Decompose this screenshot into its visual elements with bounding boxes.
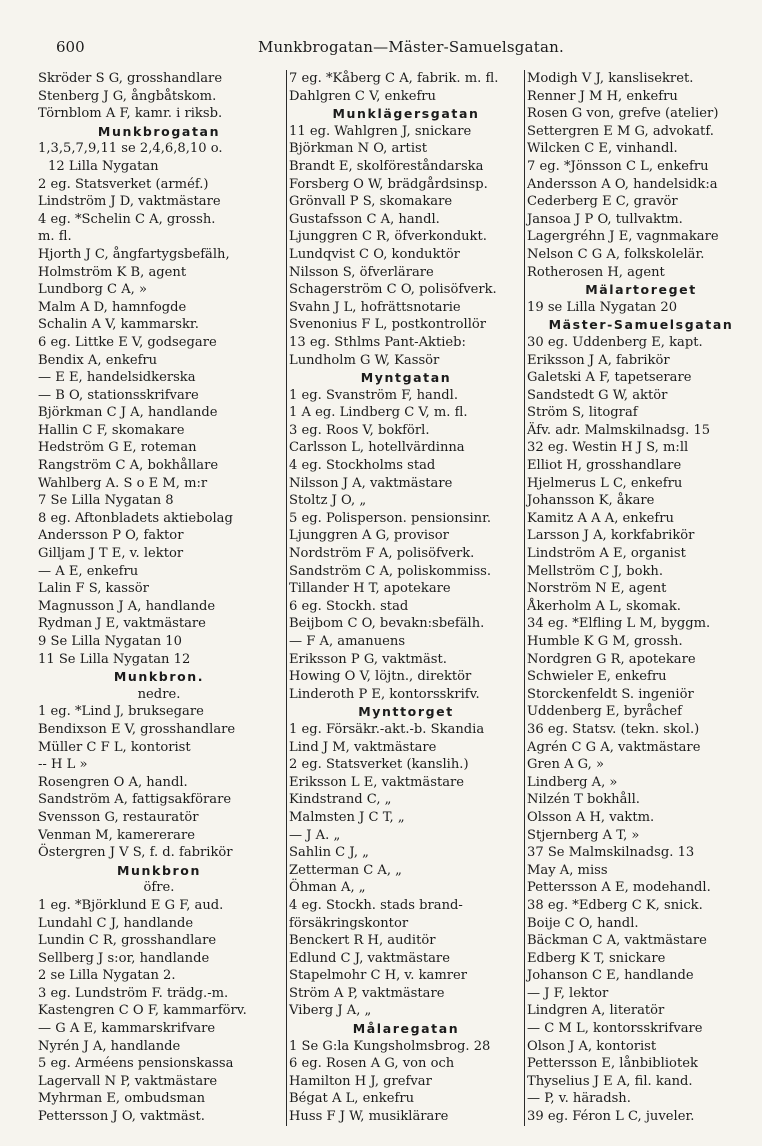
directory-entry: Hedström G E, roteman [38,440,197,456]
directory-entry: Nyrén J A, handlande [38,1038,181,1054]
directory-entry: Bendixson E V, grosshandlare [38,721,236,737]
directory-entry: Eriksson L E, vaktmästare [289,774,465,790]
directory-entry: Edlund C J, vaktmästare [289,950,450,966]
directory-entry: Stoltz J O, „ [289,493,367,509]
directory-entry: Rangström C A, bokhållare [38,458,219,474]
directory-entry: Lindström J D, vaktmästare [38,194,221,210]
directory-entry: 37 Se Malmskilnadsg. 13 [527,845,695,861]
directory-entry: Howing O V, löjtn., direktör [289,669,472,685]
directory-entry: Linderoth P E, kontorsskrifv. [289,686,480,702]
directory-entry: Hamilton H J, grefvar [289,1073,432,1089]
directory-entry: 32 eg. Westin H J S, m:ll [527,440,689,456]
directory-entry: Svenonius F L, postkontrollör [289,317,487,333]
directory-entry: Hjelmerus L C, enkefru [527,475,683,491]
directory-entry: Humble K G M, grossh. [527,634,683,649]
directory-entry: — A E, enkefru [38,563,139,579]
directory-entry: Olsson A H, vaktm. [527,809,655,825]
directory-entry: Andersson A O, handelsidk:a [527,176,718,192]
directory-entry: Skröder S G, grosshandlare [38,71,223,86]
directory-entry: Äfv. adr. Malmskilnadsg. 15 [527,422,711,438]
directory-entry: Lagervall N P, vaktmästare [38,1073,218,1089]
directory-entry: Myhrman E, ombudsman [38,1091,206,1107]
directory-entry: Svahn J L, hofrättsnotarie [289,299,461,315]
directory-entry: Stapelmohr C H, v. kamrer [289,968,468,984]
directory-entry: Mellström C J, bokh. [527,563,664,579]
directory-entry: Lagergréhn J E, vagnmakare [527,229,719,245]
directory-entry: Wahlberg A. S o E M, m:r [38,475,208,491]
directory-entry: Rotherosen H, agent [527,264,665,280]
directory-entry: Schwieler E, enkefru [527,669,667,685]
directory-entry: Nelson C G A, folkskolelär. [527,246,705,262]
directory-entry: 2 eg. Statsverket (kanslih.) [289,757,469,773]
directory-entry: Törnblom A F, kamr. i riksb. [38,106,223,122]
directory-entry: 4 eg. Stockholms stad [289,458,436,474]
directory-entry: 2 eg. Statsverket (arméf.) [38,176,209,192]
directory-entry: Storckenfeldt S. ingeniör [527,686,694,702]
directory-entry: 7 eg. *Jönsson C L, enkefru [527,158,709,174]
directory-entry: 4 eg. Stockh. stads brand- [289,897,463,913]
directory-entry: Lind J M, vaktmästare [289,739,437,755]
directory-entry: — P, v. häradsh. [527,1091,631,1107]
directory-entry: Ström A P, vaktmästare [289,985,445,1001]
directory-entry: Carlsson L, hotellvärdinna [289,440,465,456]
directory-entry: Lindberg A, » [527,774,618,790]
directory-entry: 4 eg. *Schelin C A, grossh. [38,211,216,227]
directory-entry: 5 eg. Arméens pensionskassa [38,1056,234,1072]
directory-entry: Agrén C G A, vaktmästare [527,739,701,755]
directory-entry: -- H L » [38,757,88,773]
directory-entry: Lundholm G W, Kassör [289,352,440,368]
directory-entry: Hjorth J C, ångfartygsbefälh, [38,246,230,262]
directory-entry: Renner J M H, enkefru [527,88,678,104]
directory-entry: Stjernberg A T, » [527,827,640,843]
directory-entry: Huss F J W, musiklärare [289,1109,449,1125]
directory-entry: Ljunggren A G, provisor [289,528,449,544]
directory-entry: 13 eg. Sthlms Pant-Aktieb: [289,334,466,350]
street-heading: Mälartoreget [585,282,697,298]
directory-entry: 1 eg. *Björklund E G F, aud. [38,897,224,913]
street-heading: Munklägersgatan [332,106,480,122]
directory-entry: Rydman J E, vaktmästare [38,616,206,632]
street-heading: Myntgatan [360,370,452,386]
directory-entry: Kastengren C O F, kammarförv. [38,1003,247,1019]
directory-entry: 3 eg. Lundström F. trädg.-m. [38,985,229,1001]
directory-entry: Viberg J A, „ [289,1003,372,1019]
directory-entry: 7 eg. *Kåberg C A, fabrik. m. fl. [289,71,499,86]
directory-entry: Rosen G von, grefve (atelier) [527,106,719,122]
directory-entry: Norström N E, agent [527,581,667,597]
directory-entry: Gren A G, » [527,757,605,773]
directory-entry: Sandstedt G W, aktör [527,387,668,403]
directory-entry: Benckert R H, auditör [289,933,436,949]
directory-entry: Hallin C F, skomakare [38,422,185,438]
street-heading: Mäster-Samuelsgatan [548,317,734,333]
directory-entry: Svensson G, restauratör [38,809,199,825]
directory-entry: Modigh V J, kanslisekret. [527,71,694,86]
directory-entry: 8 eg. Aftonbladets aktiebolag [38,510,233,526]
directory-entry: Nordgren G R, apotekare [527,651,696,667]
directory-entry: Pettersson E, lånbibliotek [527,1056,698,1072]
directory-entry: — F A, amanuens [289,634,406,649]
page-header [0,38,762,62]
directory-entry: Gustafsson C A, handl. [289,211,440,227]
directory-entry: Sellberg J s:or, handlande [38,950,210,966]
directory-entry: — B O, stationsskrifvare [38,387,199,403]
directory-entry: 1 eg. Svanström F, handl. [289,387,459,403]
directory-entry: Zetterman C A, „ [289,862,402,878]
directory-entry: Nordström F A, polisöfverk. [289,546,475,562]
directory-entry: Öhman A, „ [289,880,366,896]
directory-entry: 6 eg. Rosen A G, von och [289,1056,455,1072]
directory-entry: Ljunggren C R, öfverkondukt. [289,229,487,245]
directory-entry: 19 se Lilla Nygatan 20 [527,299,678,315]
street-heading: Mynttorget [358,704,454,720]
directory-entry: — E E, handelsidkerska [38,370,196,386]
directory-entry: 34 eg. *Elfling L M, byggm. [527,616,711,632]
directory-entry: Venman M, kamererare [38,827,195,843]
directory-entry: Pettersson A E, modehandl. [527,880,711,896]
running-head: Munkbrogatan—Mäster-Samuelsgatan. [258,38,564,56]
directory-entry: 2 se Lilla Nygatan 2. [38,968,176,984]
directory-entry: Boije C O, handl. [527,915,639,931]
directory-entry: Pettersson J O, vaktmäst. [38,1109,205,1125]
directory-entry: Lalin F S, kassör [38,581,149,597]
directory-entry: Lundin C R, grosshandlare [38,933,217,949]
directory-entry: Edberg K T, snickare [527,950,666,966]
directory-entry: Malmsten J C T, „ [289,809,405,825]
directory-entry: Johansson K, åkare [527,493,655,509]
street-heading: Munkbron [117,862,201,878]
directory-entry: 36 eg. Statsv. (tekn. skol.) [527,721,700,737]
directory-entry: 1 eg. *Lind J, bruksegare [38,704,204,720]
directory-entry: 12 Lilla Nygatan [48,158,159,174]
directory-entry: Malm A D, hamnfogde [38,299,187,315]
directory-entry: Thyselius J E A, fil. kand. [527,1073,693,1089]
directory-entry: Bendix A, enkefru [38,352,158,368]
directory-entry: Lundqvist C O, konduktör [289,246,460,262]
directory-entry: — C M L, kontorsskrifvare [527,1021,703,1037]
directory-entry: Dahlgren C V, enkefru [289,88,436,104]
directory-entry: Johanson C E, handlande [527,968,694,984]
directory-entry: 5 eg. Polisperson. pensionsinr. [289,510,492,526]
directory-entry: Grönvall P S, skomakare [289,194,453,210]
directory-entry: 3 eg. Roos V, bokförl. [289,422,430,438]
directory-entry: Sandström A, fattigsakförare [38,792,232,808]
street-heading: Munkbron. [113,669,205,685]
directory-entry: 9 Se Lilla Nygatan 10 [38,634,182,649]
directory-entry: Lundborg C A, » [38,282,147,298]
directory-entry: 1 Se G:la Kungsholmsbrog. 28 [289,1038,491,1054]
directory-entry: Rosengren O A, handl. [38,774,188,790]
directory-columns [0,70,762,1140]
directory-entry: Björkman N O, artist [289,141,427,157]
directory-entry: Nilsson S, öfverlärare [289,264,434,280]
directory-entry: 38 eg. *Edberg C K, snick. [527,897,703,913]
directory-entry: Andersson P O, faktor [38,528,184,544]
page-number: 600 [56,38,85,56]
directory-entry: — G A E, kammarskrifvare [38,1021,216,1037]
directory-entry: Beijbom C O, bevakn:sbefälh. [289,616,485,632]
directory-entry: — J F, lektor [527,985,609,1001]
directory-entry: 1,3,5,7,9,11 se 2,4,6,8,10 o. [38,141,223,157]
directory-entry: Larsson J A, korkfabrikör [527,528,695,544]
directory-entry: Lindström A E, organist [527,546,686,562]
directory-entry: Olson J A, kontorist [527,1038,657,1054]
directory-entry: Cederberg E C, gravör [527,194,678,210]
directory-entry: Sandström C A, poliskommiss. [289,563,492,579]
directory-entry: Kindstrand C, „ [289,792,392,808]
directory-entry: Tillander H T, apotekare [289,581,451,597]
directory-entry: 7 Se Lilla Nygatan 8 [38,493,174,509]
directory-entry: Ström S, litograf [527,405,638,421]
directory-entry: Nilzén T bokhåll. [527,792,640,808]
street-heading: Munkbrogatan [97,123,221,139]
directory-entry: 30 eg. Uddenberg E, kapt. [527,334,703,350]
directory-entry: Nilsson J A, vaktmästare [289,475,453,491]
directory-entry: May A, miss [527,862,608,878]
directory-entry: Elliot H, grosshandlare [527,458,682,474]
directory-entry: Wilcken C E, vinhandl. [527,141,678,157]
column-1 [38,70,280,1126]
directory-entry: Lundahl C J, handlande [38,915,194,931]
directory-entry: m. fl. [38,229,72,245]
directory-entry: Kamitz A A A, enkefru [527,510,674,526]
directory-entry: Galetski A F, tapetserare [527,370,692,386]
directory-entry: Eriksson P G, vaktmäst. [289,651,447,667]
directory-entry: Schalin A V, kammarskr. [38,317,199,333]
directory-entry: Holmström K B, agent [38,264,187,280]
directory-entry: 11 Se Lilla Nygatan 12 [38,651,191,667]
directory-entry: Brandt E, skolföreståndarska [289,158,484,174]
column-3 [524,70,755,1126]
directory-entry: Uddenberg E, byråchef [527,704,683,720]
directory-entry: Settergren E M G, advokatf. [527,123,714,139]
directory-entry: Bäckman C A, vaktmästare [527,933,707,949]
directory-entry: 6 eg. Littke E V, godsegare [38,334,217,350]
street-subheading: öfre. [143,880,175,896]
directory-entry: Eriksson J A, fabrikör [527,352,670,368]
directory-entry: 1 eg. Försäkr.-akt.-b. Skandia [289,721,485,737]
directory-entry: försäkringskontor [289,915,409,931]
directory-entry: 6 eg. Stockh. stad [289,598,409,614]
directory-entry: Magnusson J A, handlande [38,598,216,614]
directory-entry: Gilljam J T E, v. lektor [38,546,184,562]
directory-entry: Åkerholm A L, skomak. [527,598,681,614]
directory-entry: 39 eg. Féron L C, juveler. [527,1109,695,1125]
directory-entry: Bégat A L, enkefru [289,1091,415,1107]
directory-entry: Lindgren A, literatör [527,1003,665,1019]
directory-entry: Jansoa J P O, tullvaktm. [527,211,683,227]
directory-entry: Sahlin C J, „ [289,845,369,861]
directory-entry: Forsberg O W, brädgårdsinsp. [289,176,488,192]
directory-entry: Östergren J V S, f. d. fabrikör [38,845,233,861]
street-subheading: nedre. [137,686,181,702]
directory-entry: 11 eg. Wahlgren J, snickare [289,123,472,139]
directory-entry: Schagerström C O, polisöfverk. [289,282,497,298]
column-2 [286,70,523,1126]
directory-entry: Björkman C J A, handlande [38,405,218,421]
directory-entry: Müller C F L, kontorist [38,739,191,755]
directory-entry: — J A. „ [289,827,341,843]
street-heading: Målaregatan [352,1021,460,1037]
directory-entry: Stenberg J G, ångbåtskom. [38,88,217,104]
directory-entry: 1 A eg. Lindberg C V, m. fl. [289,405,468,421]
